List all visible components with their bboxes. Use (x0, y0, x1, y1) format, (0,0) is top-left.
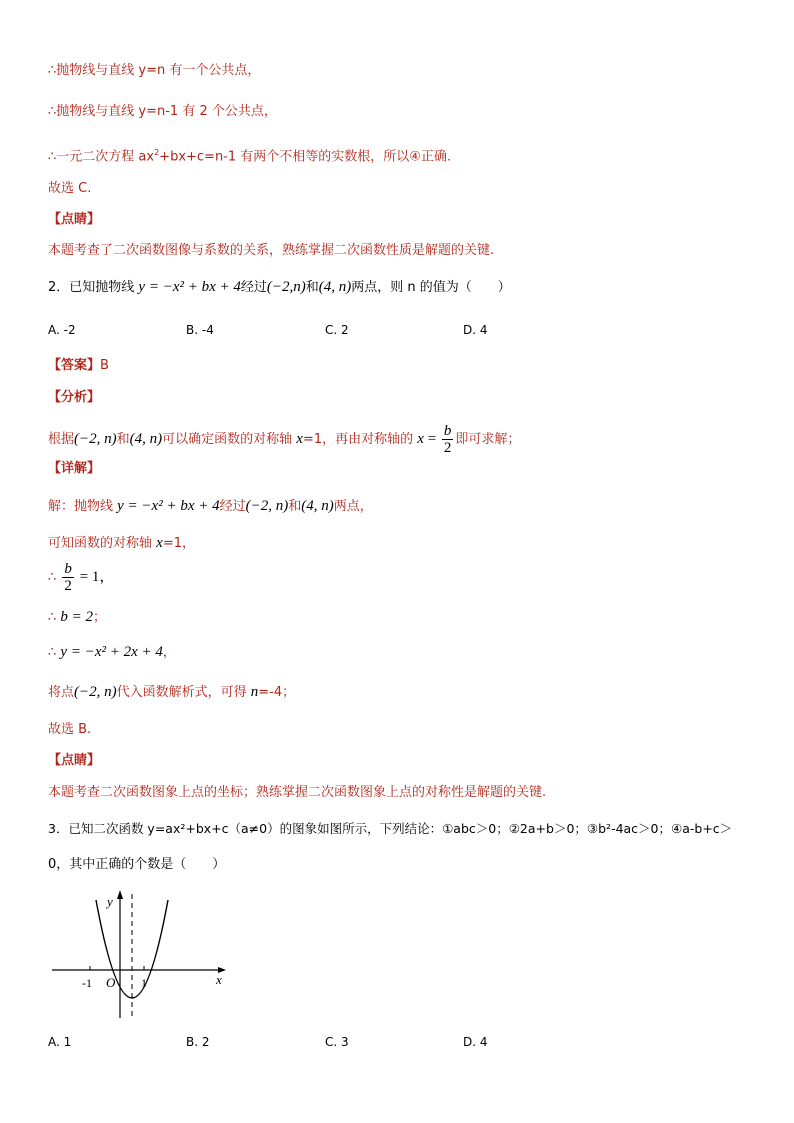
math-point: (−2,n) (266, 279, 306, 295)
solution-line-5 (48, 643, 176, 662)
text-span: 和 (288, 499, 302, 514)
option-c: C. 3 (325, 1035, 349, 1049)
text-span: y=n-1 (138, 104, 179, 119)
origin-label: O (106, 975, 116, 990)
math-y: y (138, 279, 146, 295)
heading-dianjing-2: 【点睛】 (48, 753, 101, 768)
fraction-denominator: 2 (443, 440, 452, 456)
fraction-denominator: 2 (64, 578, 72, 594)
text-span: ∴一元二次方程 (48, 149, 139, 165)
math-x: x (417, 431, 424, 447)
solution-line-1 (48, 497, 373, 516)
text-span: 有一个公共点， (165, 63, 261, 78)
text-span: 有两个不相等的实数根，所以④正确. (236, 149, 452, 165)
heading-xiangjie: 【详解】 (48, 461, 101, 476)
text-span: ax (138, 149, 155, 165)
math-x: x (296, 431, 303, 447)
math-point: (4, n) (318, 279, 352, 295)
math-point: (4, n) (301, 498, 334, 514)
text-span: 2．已知抛物线 (48, 280, 139, 295)
option-a: A. 1 (48, 1035, 72, 1049)
text-span: 可知函数的对称轴 (48, 536, 157, 551)
option-c: C. 2 (325, 323, 349, 337)
text-span: ∴抛物线与直线 (48, 104, 139, 119)
text-span: ， (162, 645, 176, 660)
solution-line-4 (48, 608, 106, 627)
text-span: =-4； (258, 685, 296, 700)
text-span: 根据 (48, 432, 75, 447)
text-line-4: 故选 C. (48, 181, 92, 196)
fraction-numerator: b (64, 561, 72, 577)
heading-fenxi: 【分析】 (48, 390, 101, 405)
question-3-line-2: 0，其中正确的个数是（ ） (48, 857, 226, 872)
math-equation: b = 2 (60, 609, 94, 625)
answer-line (48, 357, 109, 375)
fraction-numerator: b (443, 423, 452, 439)
text-span: 代入函数解析式，可得 (116, 685, 251, 700)
math-rest: = 1， (75, 569, 115, 585)
solution-line-3 (48, 560, 114, 595)
text-span: 可以确定函数的对称轴 (162, 432, 297, 447)
text-line-3 (48, 144, 451, 166)
tick-label-neg1: -1 (82, 976, 92, 990)
text-line-1 (48, 62, 260, 80)
text-line-2 (48, 103, 277, 121)
x-axis-label: x (216, 972, 222, 987)
math-point: (−2, n) (74, 684, 117, 700)
text-span: 两点， (333, 499, 373, 514)
text-line-5: 本题考查了二次函数图像与系数的关系，熟练掌握二次函数性质是解题的关键. (48, 243, 495, 258)
fraction (62, 561, 74, 594)
question-2 (48, 278, 511, 297)
text-span: 和 (116, 432, 130, 447)
answer-value: B (100, 358, 109, 373)
option-d: D. 4 (463, 323, 488, 337)
math-point: (−2, n) (74, 431, 117, 447)
solution-line-6 (48, 683, 295, 702)
y-axis-label: y (107, 894, 113, 909)
superscript: 2 (154, 148, 160, 157)
therefore-symbol: ∴ (48, 610, 57, 625)
math-x: x (156, 535, 163, 551)
option-b: B. -4 (186, 323, 214, 337)
text-span: y=n (138, 63, 166, 78)
text-span: ； (93, 610, 107, 625)
analysis-line (48, 423, 520, 456)
math-n: n (250, 684, 259, 700)
solution-line-7: 故选 B. (48, 722, 92, 737)
text-span: 解：抛物线 (48, 499, 118, 514)
text-span: 和 (305, 280, 319, 295)
text-span: 两点，则 n 的值为（ ） (351, 280, 511, 295)
parabola-graph (46, 884, 236, 1024)
text-span: 经过 (219, 499, 246, 514)
fraction (442, 423, 454, 456)
math-equation: y = −x² + 2x + 4 (60, 644, 163, 660)
text-span: 有 2 个公共点， (178, 104, 277, 119)
therefore-symbol: ∴ (48, 570, 57, 585)
tick-label-1: 1 (141, 976, 147, 990)
text-span: =1， (162, 536, 195, 551)
text-span: 即可求解； (455, 432, 521, 447)
text-span: 经过 (240, 280, 267, 295)
option-b: B. 2 (186, 1035, 210, 1049)
solution-line-2 (48, 534, 195, 553)
answer-label: 【答案】 (48, 358, 101, 373)
question-3-line-1: 3．已知二次函数 y=ax²+bx+c（a≠0）的图象如图所示，下列结论：①abc＞0；②2a+b＞0；③b²-4ac＞0；④a-b+c＞ (48, 821, 733, 836)
option-a: A. -2 (48, 323, 76, 337)
option-d: D. 4 (463, 1035, 488, 1049)
solution-line-8: 本题考查二次函数图象上点的坐标；熟练掌握二次函数图象上点的对称性是解题的关键. (48, 785, 547, 800)
heading-dianjing: 【点睛】 (48, 212, 101, 227)
math-eq: = (423, 431, 440, 447)
text-span: =1，再由对称轴的 (302, 432, 418, 447)
text-span: 将点 (48, 685, 75, 700)
text-span: +bx+c=n-1 (159, 149, 237, 165)
math-point: (4, n) (129, 431, 163, 447)
math-equation: y = −x² + bx + 4 (117, 498, 220, 514)
math-equation: = −x² + bx + 4 (145, 279, 241, 295)
therefore-symbol: ∴ (48, 645, 57, 660)
math-point: (−2, n) (245, 498, 289, 514)
text-span: ∴抛物线与直线 (48, 63, 139, 78)
y-axis-arrow (117, 890, 123, 899)
